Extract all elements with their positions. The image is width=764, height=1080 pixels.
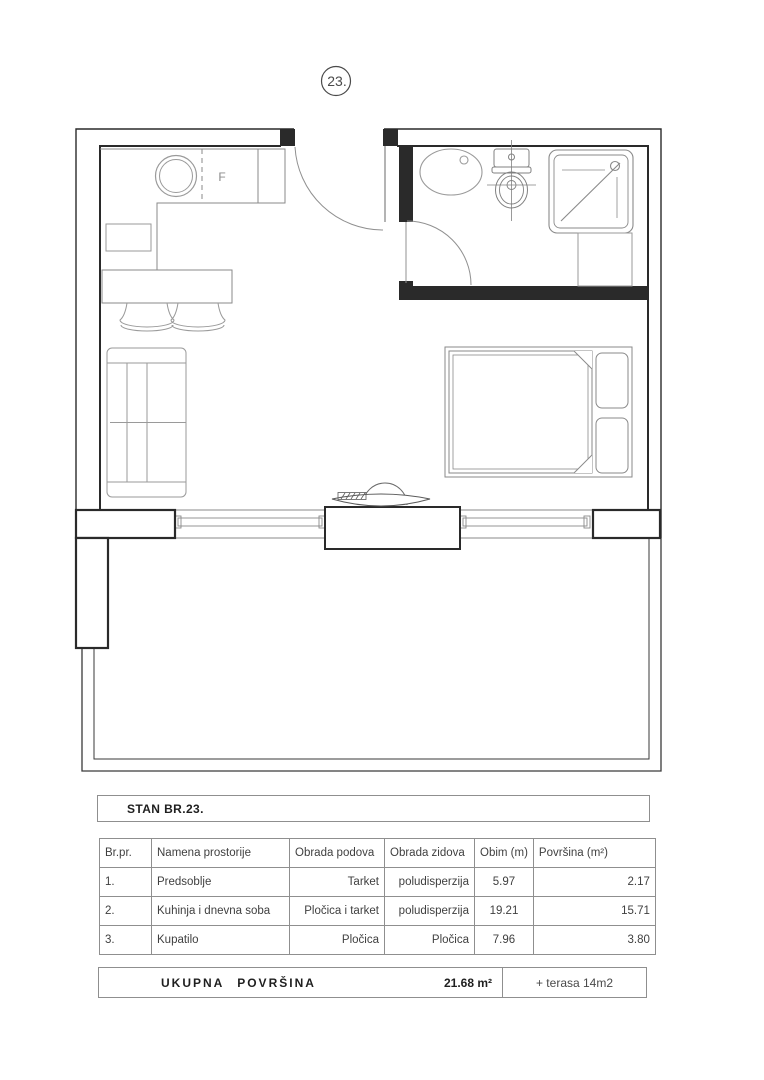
table-row bbox=[100, 926, 656, 955]
table-row bbox=[100, 868, 656, 897]
cell-povrsina: 2.17 bbox=[533, 868, 655, 897]
col-header-namena: Namena prostorije bbox=[152, 839, 290, 868]
kitchen-counter bbox=[100, 149, 285, 270]
pillow bbox=[596, 418, 628, 473]
col-header-brpr: Br.pr. bbox=[100, 839, 152, 868]
bar-stool bbox=[120, 303, 174, 331]
cell-povrsina: 15.71 bbox=[533, 897, 655, 926]
total-area-left bbox=[99, 968, 502, 997]
kitchen-sink-icon bbox=[156, 156, 197, 197]
shower-icon bbox=[549, 150, 633, 233]
cell-obim: 7.96 bbox=[475, 926, 534, 955]
bar-stool bbox=[171, 303, 225, 331]
tv-icon bbox=[332, 483, 430, 506]
total-area-label: UKUPNA POVRŠINA bbox=[161, 975, 316, 990]
cell-zidovi: poludisperzija bbox=[385, 897, 475, 926]
cell-brpr: 3. bbox=[100, 926, 152, 955]
col-header-povrsina: Površina (m²) bbox=[533, 839, 655, 868]
fridge-label: F bbox=[218, 170, 226, 184]
cell-podovi: Pločica i tarket bbox=[290, 897, 385, 926]
col-header-obim: Obim (m) bbox=[475, 839, 534, 868]
cell-podovi: Pločica bbox=[290, 926, 385, 955]
terrace-note bbox=[502, 968, 646, 997]
cell-namena: Predsoblje bbox=[152, 868, 290, 897]
terrace-note-text: + terasa 14m2 bbox=[535, 975, 614, 990]
room-spec-table bbox=[99, 838, 656, 955]
cell-brpr: 2. bbox=[100, 897, 152, 926]
table-header-row bbox=[100, 839, 656, 868]
col-header-zidovi: Obrada zidova bbox=[385, 839, 475, 868]
bathroom-sink-icon bbox=[420, 149, 482, 195]
cell-povrsina: 3.80 bbox=[533, 926, 655, 955]
cell-obim: 5.97 bbox=[475, 868, 534, 897]
unit-number-badge bbox=[322, 67, 351, 96]
cell-podovi: Tarket bbox=[290, 868, 385, 897]
balcony-door bbox=[325, 507, 460, 549]
cell-zidovi: poludisperzija bbox=[385, 868, 475, 897]
cell-namena: Kuhinja i dnevna soba bbox=[152, 897, 290, 926]
apartment-title: STAN BR.23. bbox=[127, 801, 204, 816]
toilet-icon bbox=[487, 140, 536, 221]
table-row bbox=[100, 897, 656, 926]
total-area-box bbox=[98, 967, 647, 998]
bathroom-door bbox=[406, 221, 471, 285]
kitchen-appliance bbox=[106, 224, 151, 251]
washing-machine bbox=[578, 233, 632, 286]
terrace bbox=[82, 538, 661, 771]
total-area-value: 21.68 m² bbox=[443, 975, 492, 990]
cell-brpr: 1. bbox=[100, 868, 152, 897]
sofa bbox=[107, 348, 186, 497]
bar-counter bbox=[102, 270, 232, 303]
apartment-number: 23. bbox=[327, 73, 347, 89]
apartment-title-box bbox=[97, 795, 650, 822]
entrance-door bbox=[295, 147, 383, 230]
cell-obim: 19.21 bbox=[475, 897, 534, 926]
cell-zidovi: Pločica bbox=[385, 926, 475, 955]
cell-namena: Kupatilo bbox=[152, 926, 290, 955]
pillow bbox=[596, 353, 628, 408]
col-header-podovi: Obrada podova bbox=[290, 839, 385, 868]
